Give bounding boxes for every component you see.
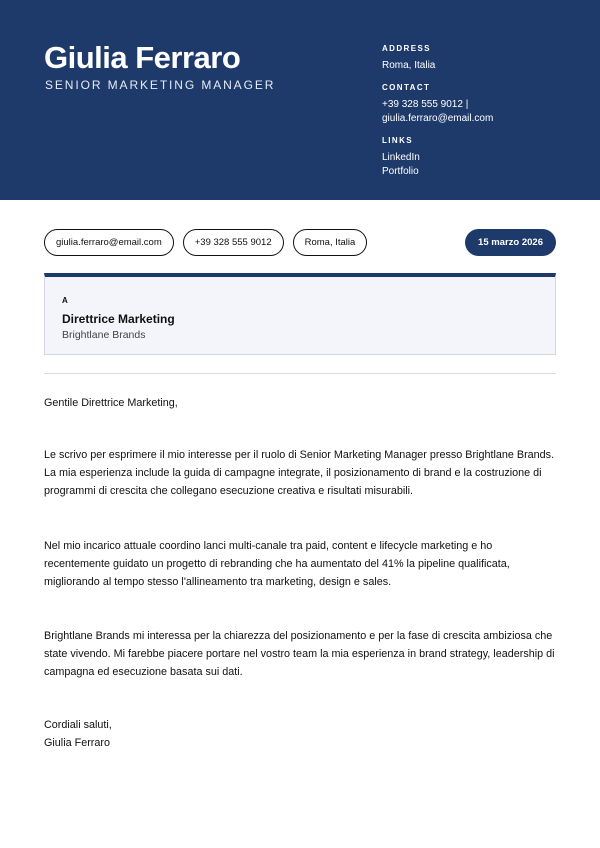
letter-header bbox=[0, 0, 600, 200]
recipient-company: Brightlane Brands bbox=[62, 329, 146, 341]
address-value: Roma, Italia bbox=[382, 60, 436, 71]
contact-label: CONTACT bbox=[382, 83, 431, 92]
links-label: LINKS bbox=[382, 136, 413, 145]
location-chip: Roma, Italia bbox=[293, 229, 368, 256]
contact-email[interactable]: giulia.ferraro@email.com bbox=[382, 113, 494, 124]
letter-paragraph-3: Brightlane Brands mi interessa per la chiarezza del posizionamento e per la fase di crescita ambiziosa che state vivendo. Mi farebbe piacere portare nel vostro team la mia esperienza in brand strategy, leadership di campagna ed esecuzione basata sui dati. bbox=[44, 630, 555, 678]
letter-signature: Giulia Ferraro bbox=[44, 737, 110, 749]
sender-name: Giulia Ferraro bbox=[44, 40, 241, 75]
contact-group bbox=[382, 83, 582, 126]
section-divider bbox=[44, 373, 556, 374]
letter-greeting: Gentile Direttrice Marketing, bbox=[44, 397, 178, 409]
contact-chips bbox=[44, 229, 367, 256]
recipient-label: A bbox=[62, 296, 69, 305]
address-group bbox=[382, 44, 582, 73]
email-chip: giulia.ferraro@email.com bbox=[44, 229, 174, 256]
link-portfolio[interactable]: Portfolio bbox=[382, 166, 419, 177]
contact-column bbox=[382, 44, 582, 189]
links-group bbox=[382, 136, 582, 179]
recipient-title: Direttrice Marketing bbox=[62, 312, 175, 326]
sender-role: SENIOR MARKETING MANAGER bbox=[45, 78, 276, 92]
letter-paragraph-1: Le scrivo per esprimere il mio interesse per il ruolo di Senior Marketing Manager presso Brightlane Brands. La mia esperienza include la guida di campagne integrate, il posizionamento di brand e la costruzione di programmi di crescita che collegano esecuzione creativa e risultati misurabili. bbox=[44, 449, 555, 497]
letter-paragraph-2: Nel mio incarico attuale coordino lanci multi-canale tra paid, content e lifecycle marketing e ho recentemente guidato un progetto di rebranding che ha aumentato del 41% la pipeline qualificata, migliorando al tempo stesso l'allineamento tra marketing, design e sales. bbox=[44, 540, 510, 588]
recipient-box bbox=[44, 273, 556, 355]
contact-phone: +39 328 555 9012 | bbox=[382, 99, 469, 110]
link-linkedin[interactable]: LinkedIn bbox=[382, 152, 420, 163]
date-badge: 15 marzo 2026 bbox=[465, 229, 556, 256]
phone-chip: +39 328 555 9012 bbox=[183, 229, 284, 256]
letter-closing: Cordiali saluti, bbox=[44, 719, 112, 731]
address-label: ADDRESS bbox=[382, 44, 431, 53]
